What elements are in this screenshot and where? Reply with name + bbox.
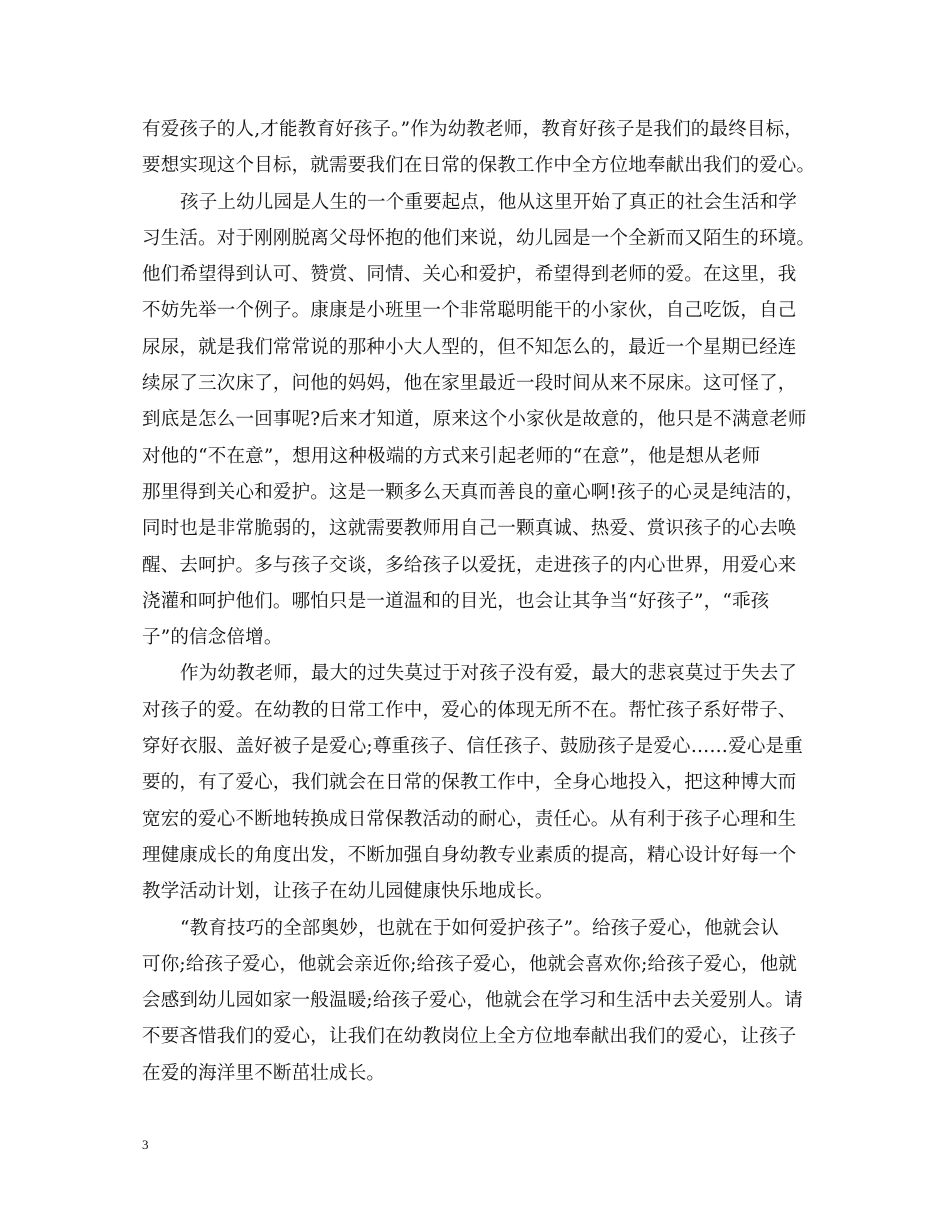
text-line: 那里得到关心和爱护。这是一颗多么天真而善良的童心啊!孩子的心灵是纯洁的， <box>142 481 805 503</box>
text-line: 子”的信念倍增。 <box>142 627 283 649</box>
text-line: 他们希望得到认可、赞赏、同情、关心和爱护，希望得到老师的爱。在这里，我 <box>142 264 797 286</box>
text-line: 在爱的海洋里不断茁壮成长。 <box>142 1062 386 1084</box>
text-line: 理健康成长的角度出发，不断加强自身幼教专业素质的提高，精心设计好每一个 <box>142 844 797 866</box>
text-line: 穿好衣服、盖好被子是爱心;尊重孩子、信任孩子、鼓励孩子是爱心……爱心是重 <box>142 736 803 758</box>
text-line: 要想实现这个目标，就需要我们在日常的保教工作中全方位地奉献出我们的爱心。 <box>142 155 816 177</box>
page-number: 3 <box>142 1137 149 1152</box>
text-line: 不要吝惜我们的爱心，让我们在幼教岗位上全方位地奉献出我们的爱心，让孩子 <box>142 1026 797 1048</box>
text-line: 教学活动计划，让孩子在幼儿园健康快乐地成长。 <box>142 881 554 903</box>
text-line: 要的，有了爱心，我们就会在日常的保教工作中，全身心地投入，把这种博大而 <box>142 772 797 794</box>
text-line: 到底是怎么一回事呢?后来才知道，原来这个小家伙是故意的，他只是不满意老师 <box>142 409 807 431</box>
text-line: 醒、去呵护。多与孩子交谈，多给孩子以爱抚，走进孩子的内心世界，用爱心来 <box>142 554 797 576</box>
document-body <box>142 112 822 1092</box>
text-line: 同时也是非常脆弱的，这就需要教师用自己一颗真诚、热爱、赏识孩子的心去唤 <box>142 518 797 540</box>
text-line: 有爱孩子的人,才能教育好孩子。”作为幼教老师，教育好孩子是我们的最终目标， <box>142 119 803 140</box>
text-line: 对他的“不在意”，想用这种极端的方式来引起老师的“在意”，他是想从老师 <box>142 445 761 467</box>
text-line: 浇灌和呵护他们。哪怕只是一道温和的目光，也会让其争当“好孩子”，“乖孩 <box>142 590 770 612</box>
text-line: 续尿了三次床了，问他的妈妈，他在家里最近一段时间从来不尿床。这可怪了， <box>142 373 797 395</box>
text-line: 习生活。对于刚刚脱离父母怀抱的他们来说，幼儿园是一个全新而又陌生的环境。 <box>142 227 816 249</box>
text-line: 尿尿，就是我们常常说的那种小大人型的，但不知怎么的，最近一个星期已经连 <box>142 336 797 358</box>
text-line: 宽宏的爱心不断地转换成日常保教活动的耐心，责任心。从有利于孩子心理和生 <box>142 808 797 830</box>
paragraph-start-line: 孩子上幼儿园是人生的一个重要起点，他从这里开始了真正的社会生活和学 <box>180 191 798 213</box>
paragraph-start-line: “教育技巧的全部奥妙，也就在于如何爱护孩子”。给孩子爱心，他就会认 <box>180 917 780 939</box>
text-line: 不妨先举一个例子。康康是小班里一个非常聪明能干的小家伙，自己吃饭，自己 <box>142 300 797 322</box>
text-line: 可你;给孩子爱心，他就会亲近你;给孩子爱心，他就会喜欢你;给孩子爱心，他就 <box>142 953 798 975</box>
paragraph-start-line: 作为幼教老师，最大的过失莫过于对孩子没有爱，最大的悲哀莫过于失去了 <box>180 663 798 685</box>
text-line: 会感到幼儿园如家一般温暖;给孩子爱心，他就会在学习和生活中去关爱别人。请 <box>142 990 803 1012</box>
text-line: 对孩子的爱。在幼教的日常工作中，爱心的体现无所不在。帮忙孩子系好带子、 <box>142 699 797 721</box>
